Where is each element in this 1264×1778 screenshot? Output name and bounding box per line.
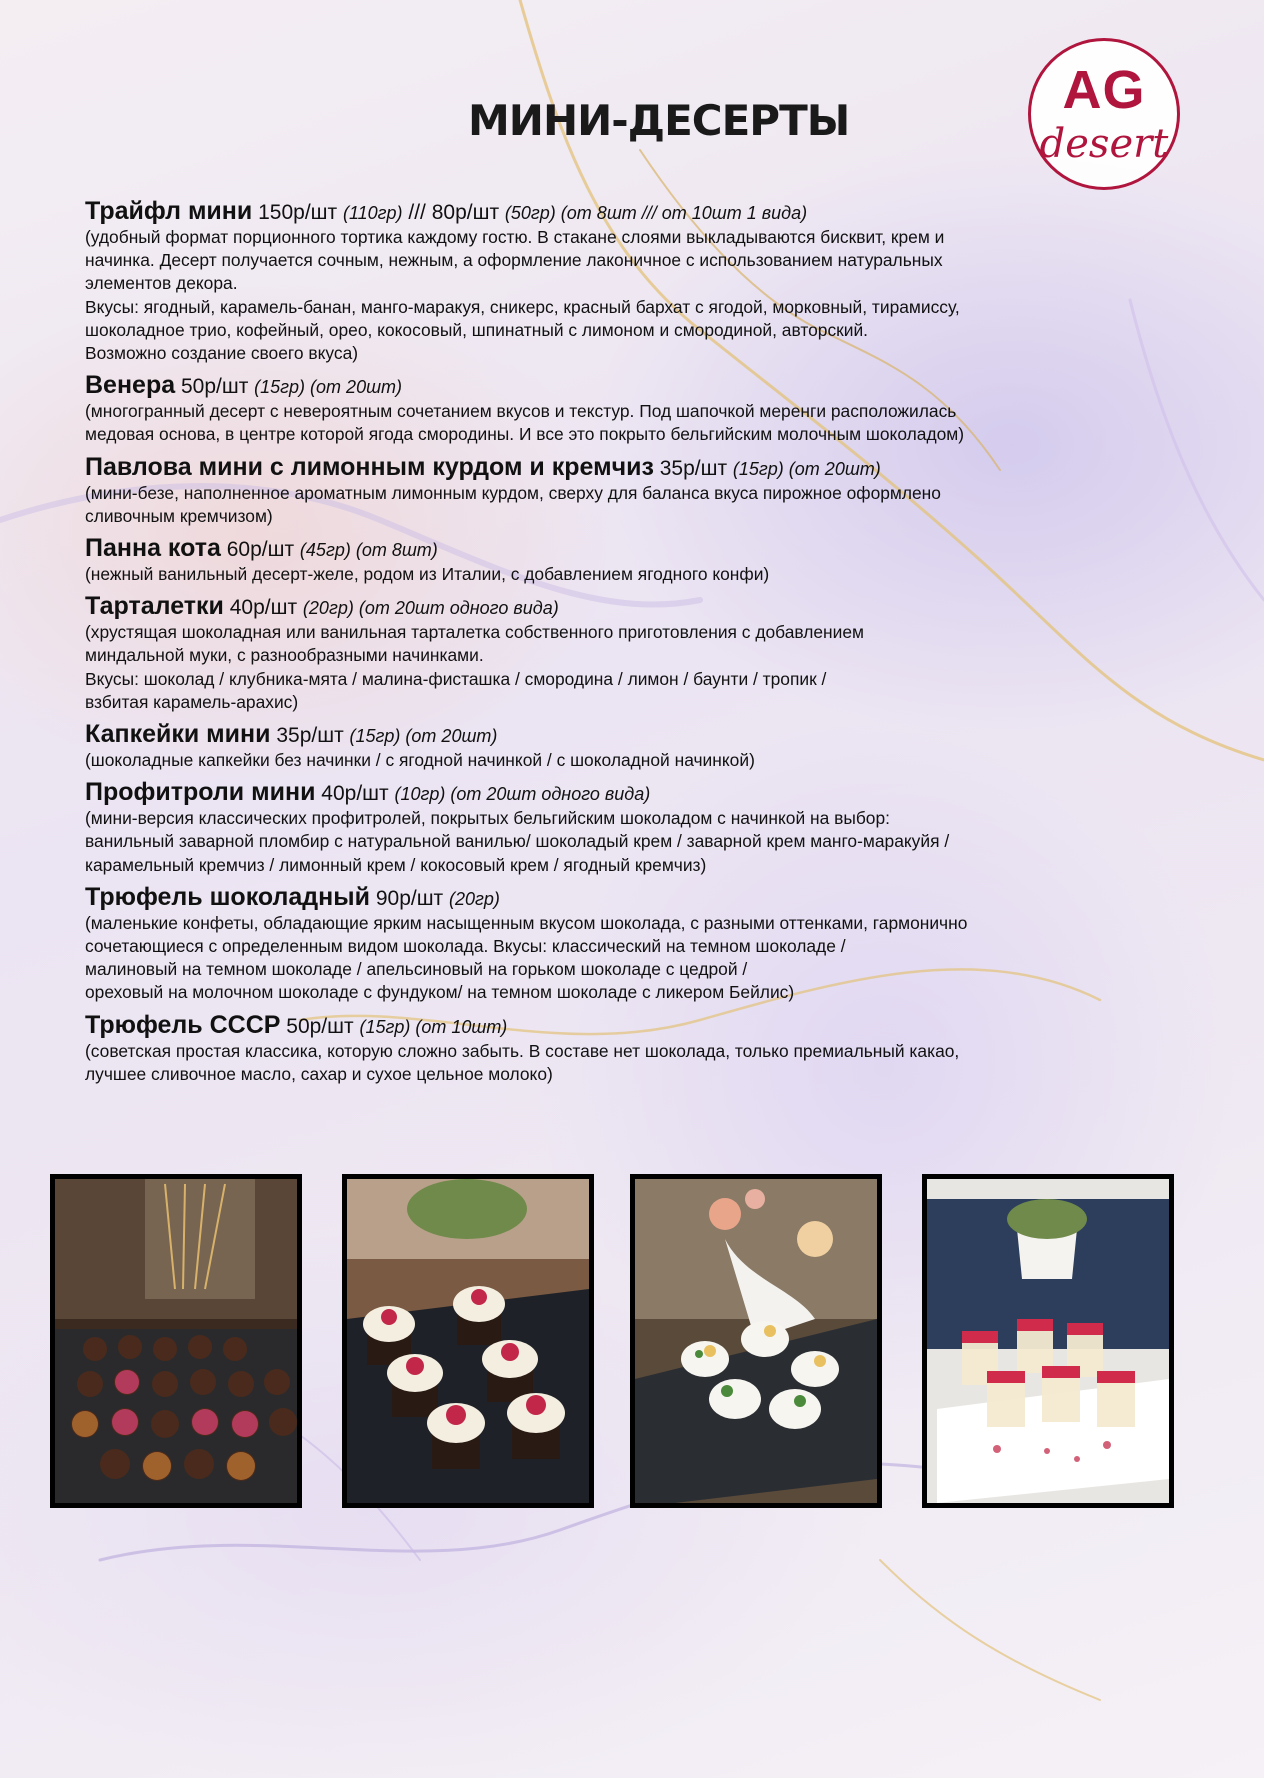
photo-gallery (50, 1174, 1180, 1512)
menu-item-venera (85, 372, 1145, 446)
item-price: 60р/шт (220, 538, 300, 562)
item-description: (удобный формат порционного тортика каждому гостю. В стакане слоями выкладываются бисквит, крем и начинка. Десерт получается сочным, нежным, а оформление лаконичное с использованием натуральных элементов декора. Вкусы: ягодный, карамель-банан, манго-маракуя, сникерс, красный бархат с ягодой, морковный, тирамиссу, шоколадное трио, кофейный, орео, кокосовый, шпинатный с лимоном и смородиной, авторский. Возможно создание своего вкуса) (85, 227, 960, 364)
item-header (85, 1012, 1145, 1040)
item-name: Капкейки мини (85, 720, 271, 749)
item-weight: (110гр) (342, 203, 403, 223)
pavlova-photo (630, 1174, 882, 1508)
item-price: 40р/шт (223, 596, 303, 620)
item-description: (хрустящая шоколадная или ванильная тарталетка собственного приготовления с добавлением миндальной муки, с разнообразными начинками. Вкусы: шоколад / клубника-мята / малина-фисташка / смородина / лимон / баунти / тропик / взбитая карамель-арахис) (85, 622, 864, 712)
item-header (85, 372, 1145, 400)
item-name: Панна кота (85, 534, 221, 563)
item-header (85, 779, 1145, 807)
dessert-menu (85, 198, 1145, 1093)
menu-item-ussr-truffle (85, 1012, 1145, 1086)
item-header (85, 593, 1145, 621)
item-price: 40р/шт (315, 782, 395, 806)
item-description: (мини-версия классических профитролей, покрытых бельгийским шоколадом с начинкой на выбор: ванильный заварной пломбир с натуральной ванилью/ шоколадый крем / заварной крем манго-маракуйя / карамельный кремчиз / лимонный крем / кокосовый крем / ягодный кремчиз) (85, 808, 950, 875)
item-header (85, 454, 1145, 482)
panna-cotta-photo (922, 1174, 1174, 1508)
item-header (85, 721, 1145, 749)
truffles-photo (50, 1174, 302, 1508)
item-description: (многогранный десерт с невероятным сочетанием вкусов и текстур. Под шапочкой меренги расположилась медовая основа, в центре которой ягода смородины. И все это покрыто бельгийским молочным шоколадом) (85, 401, 965, 445)
item-name: Тарталетки (85, 592, 224, 621)
item-weight: (15гр) (от 20шт) (349, 726, 498, 747)
item-name: Трайфл мини (85, 197, 253, 225)
menu-item-panna-cotta (85, 535, 1145, 586)
item-name: Венера (85, 371, 176, 400)
page-title: МИНИ-ДЕСЕРТЫ (468, 96, 850, 145)
cupcakes-photo (342, 1174, 594, 1508)
item-header (85, 535, 1145, 563)
item-price: 35р/шт (270, 724, 350, 748)
item-name: Павлова мини с лимонным курдом и кремчиз (85, 452, 654, 481)
item-price: 90р/шт (370, 886, 450, 910)
item-weight-alt: (50гр) (от 8шт /// от 10шт 1 вида) (504, 203, 808, 223)
item-weight: (45гр) (от 8шт) (299, 540, 438, 561)
menu-item-chocolate-truffle (85, 884, 1145, 1005)
item-weight: (15гр) (от 10шт) (359, 1016, 508, 1037)
item-price-alt: /// 80р/шт (402, 201, 505, 224)
item-description: (советская простая классика, которую сложно забыть. В составе нет шоколада, только премиальный какао, лучшее сливочное масло, сахар и сухое цельное молоко) (85, 1040, 960, 1084)
menu-item-tartlets (85, 593, 1145, 714)
menu-item-trifle (85, 198, 1145, 365)
item-weight: (20гр) (449, 888, 500, 909)
item-price: 35р/шт (653, 456, 733, 480)
item-name: Трюфель СССР (85, 1010, 281, 1039)
item-name: Профитроли мини (85, 778, 316, 807)
item-price: 50р/шт (280, 1014, 360, 1038)
item-description: (шоколадные капкейки без начинки / с ягодной начинкой / с шоколадной начинкой) (85, 750, 755, 771)
item-description: (мини-безе, наполненное ароматным лимонным курдом, сверху для баланса вкуса пирожное оформлено сливочным кремчизом) (85, 482, 941, 526)
menu-item-profiteroles (85, 779, 1145, 877)
item-description: (нежный ванильный десерт-желе, родом из Италии, с добавлением ягодного конфи) (85, 564, 770, 585)
item-header (85, 884, 1145, 912)
item-price: 50р/шт (175, 375, 255, 399)
logo-text-desert: desert (1039, 121, 1169, 167)
brand-logo (1028, 38, 1180, 190)
logo-text-ag: AG (1062, 60, 1146, 120)
item-weight: (15гр) (от 20шт) (732, 458, 881, 479)
item-header (85, 198, 1145, 226)
item-price: 150р/шт (252, 201, 343, 224)
menu-item-cupcakes (85, 721, 1145, 772)
item-weight: (10гр) (от 20шт одного вида) (394, 784, 651, 805)
item-description: (маленькие конфеты, обладающие ярким насыщенным вкусом шоколада, с разными оттенками, гармонично сочетающиеся с определенным видом шоколада. Вкусы: классический на темном шоколаде / малиновый на темном шоколаде / апельсиновый на горьком шоколаде с цедрой / ореховый на молочном шоколаде с фундуком/ на темном шоколаде с ликером Бейлис) (85, 912, 968, 1003)
item-weight: (15гр) (от 20шт) (254, 377, 403, 398)
menu-item-pavlova (85, 454, 1145, 528)
item-weight: (20гр) (от 20шт одного вида) (302, 598, 559, 619)
item-name: Трюфель шоколадный (85, 882, 370, 911)
